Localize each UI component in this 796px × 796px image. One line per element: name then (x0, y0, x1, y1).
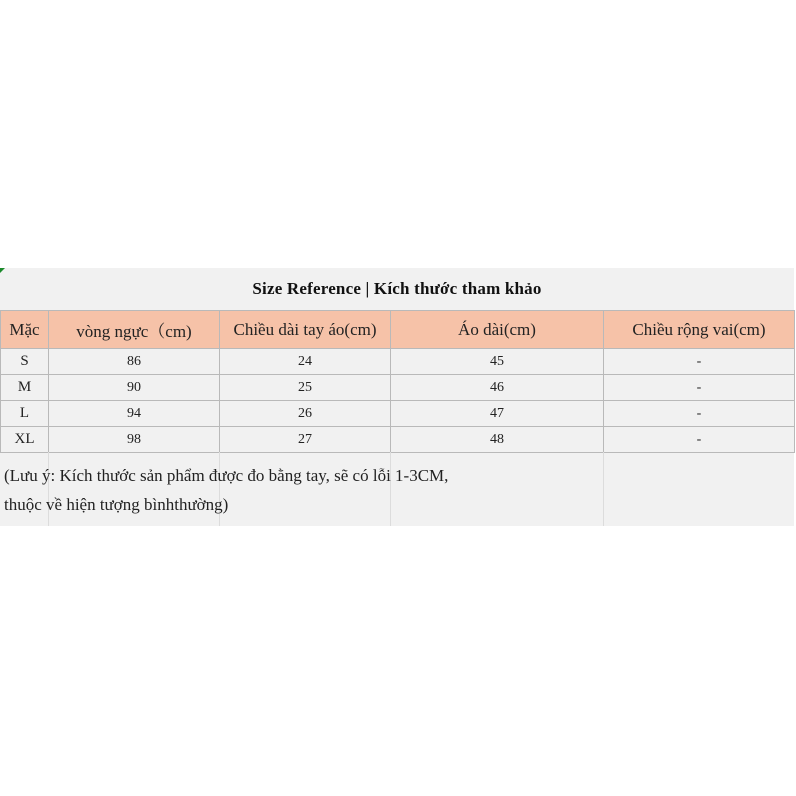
grid-divider (603, 452, 604, 526)
sleeve-cell: 27 (220, 427, 391, 453)
shoulder-cell: - (604, 401, 795, 427)
table-row (1, 427, 795, 453)
size-cell: L (1, 401, 49, 427)
chest-cell: 90 (49, 375, 220, 401)
length-cell: 45 (391, 349, 604, 375)
sleeve-cell: 26 (220, 401, 391, 427)
size-cell: XL (1, 427, 49, 453)
size-cell: M (1, 375, 49, 401)
chart-title: Size Reference | Kích thước tham khảo (252, 279, 542, 298)
length-cell: 46 (391, 375, 604, 401)
note-line: (Lưu ý: Kích thước sản phẩm được đo bằng tay, sẽ có lỗi 1-3CM, (4, 466, 449, 485)
shoulder-cell: - (604, 427, 795, 453)
size-chart-sheet (0, 268, 794, 526)
table-row (1, 375, 795, 401)
chest-cell: 98 (49, 427, 220, 453)
measurement-note (4, 461, 448, 519)
sleeve-cell: 24 (220, 349, 391, 375)
note-line: thuộc về hiện tượng bìnhthường) (4, 495, 229, 514)
header-shoulder-width: Chiều rộng vai(cm) (604, 311, 795, 349)
header-size: Mặc (1, 311, 49, 349)
header-row (1, 311, 795, 349)
table-row (1, 349, 795, 375)
table-row (1, 401, 795, 427)
header-chest: vòng ngực（cm) (49, 311, 220, 349)
chest-cell: 94 (49, 401, 220, 427)
size-cell: S (1, 349, 49, 375)
size-table (0, 310, 795, 453)
shoulder-cell: - (604, 349, 795, 375)
length-cell: 47 (391, 401, 604, 427)
length-cell: 48 (391, 427, 604, 453)
header-sleeve-length: Chiều dài tay áo(cm) (220, 311, 391, 349)
chest-cell: 86 (49, 349, 220, 375)
header-body-length: Áo dài(cm) (391, 311, 604, 349)
shoulder-cell: - (604, 375, 795, 401)
sleeve-cell: 25 (220, 375, 391, 401)
